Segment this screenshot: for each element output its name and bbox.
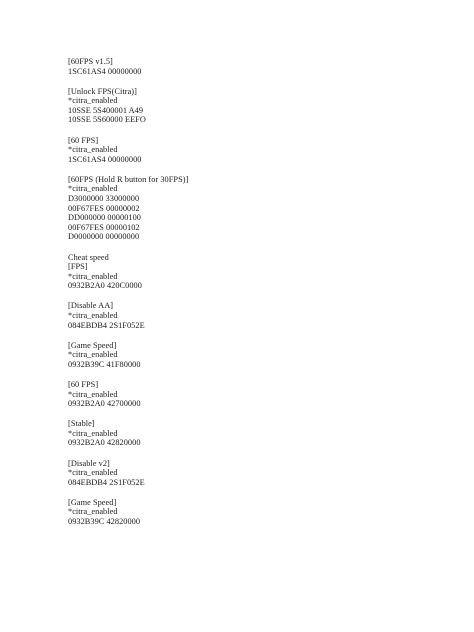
cheat-flag-line: *citra_enabled <box>68 184 118 194</box>
cheat-title: [FPS] <box>68 262 88 272</box>
cheat-block-cheat-speed-fps <box>68 253 368 291</box>
cheat-block-game-speed-2 <box>68 498 368 527</box>
cheat-code-line: 084EBDB4 2S1F052E <box>68 320 145 330</box>
cheat-code-line: 10SSE 5S400001 A49 <box>68 105 144 115</box>
cheat-title: [60 FPS] <box>68 135 99 145</box>
cheat-block-60fps-hold-r <box>68 175 368 242</box>
cheat-code-line: DD000000 00000100 <box>68 213 141 223</box>
cheat-block-60-fps-2 <box>68 380 368 409</box>
cheat-flag-line: *citra_enabled <box>68 428 118 438</box>
cheat-flag-line: *citra_enabled <box>68 389 118 399</box>
cheat-block-unlock-fps-citra <box>68 87 368 125</box>
cheat-code-line: 00F67FES 00000002 <box>68 203 140 213</box>
cheat-flag-line: *citra_enabled <box>68 145 118 155</box>
cheat-flag-line: *citra_enabled <box>68 350 118 360</box>
cheat-flag-line: *citra_enabled <box>68 271 118 281</box>
cheat-block-60-fps <box>68 136 368 165</box>
cheat-code-line: 084EBDB4 2S1F052E <box>68 477 145 487</box>
cheat-block-game-speed-1 <box>68 341 368 370</box>
cheat-code-line: 1SC61AS4 00000000 <box>68 66 142 76</box>
cheat-code-line: 00F67FES 00000102 <box>68 222 140 232</box>
cheat-title: [Game Speed] <box>68 497 117 507</box>
cheat-code-line: 0932B2A0 42820000 <box>68 438 141 448</box>
cheat-code-line: 1SC61AS4 00000000 <box>68 154 142 164</box>
cheat-flag-line: *citra_enabled <box>68 468 118 478</box>
cheat-block-disable-aa <box>68 301 368 330</box>
cheat-title: [Disable AA] <box>68 301 114 311</box>
cheat-flag-line: *citra_enabled <box>68 310 118 320</box>
cheat-block-stable <box>68 419 368 448</box>
cheat-code-line: 10SSE 5S60000 EEFO <box>68 115 146 125</box>
cheat-title: [60FPS (Hold R button for 30FPS)] <box>68 174 189 184</box>
cheat-title: [Unlock FPS(Citra)] <box>68 86 137 96</box>
cheat-code-list <box>68 57 368 537</box>
cheat-code-line: 0932B39C 42820000 <box>68 516 141 526</box>
section-heading: Cheat speed <box>68 252 109 262</box>
cheat-title: [Stable] <box>68 419 95 429</box>
cheat-code-line: 0932B39C 41F80000 <box>68 359 141 369</box>
cheat-block-60fps-v1-5 <box>68 57 368 76</box>
cheat-title: [60 FPS] <box>68 379 99 389</box>
cheat-code-line: 0932B2A0 420C0000 <box>68 281 142 291</box>
cheat-flag-line: *citra_enabled <box>68 507 118 517</box>
cheat-flag-line: *citra_enabled <box>68 96 118 106</box>
cheat-title: [Game Speed] <box>68 340 117 350</box>
cheat-code-line: 0932B2A0 42700000 <box>68 399 141 409</box>
cheat-title: [Disable v2] <box>68 458 110 468</box>
cheat-title: [60FPS v1.5] <box>68 57 113 66</box>
cheat-code-line: D0000000 00000000 <box>68 232 140 242</box>
cheat-code-line: D3000000 33000000 <box>68 194 140 204</box>
cheat-block-disable-v2 <box>68 459 368 488</box>
